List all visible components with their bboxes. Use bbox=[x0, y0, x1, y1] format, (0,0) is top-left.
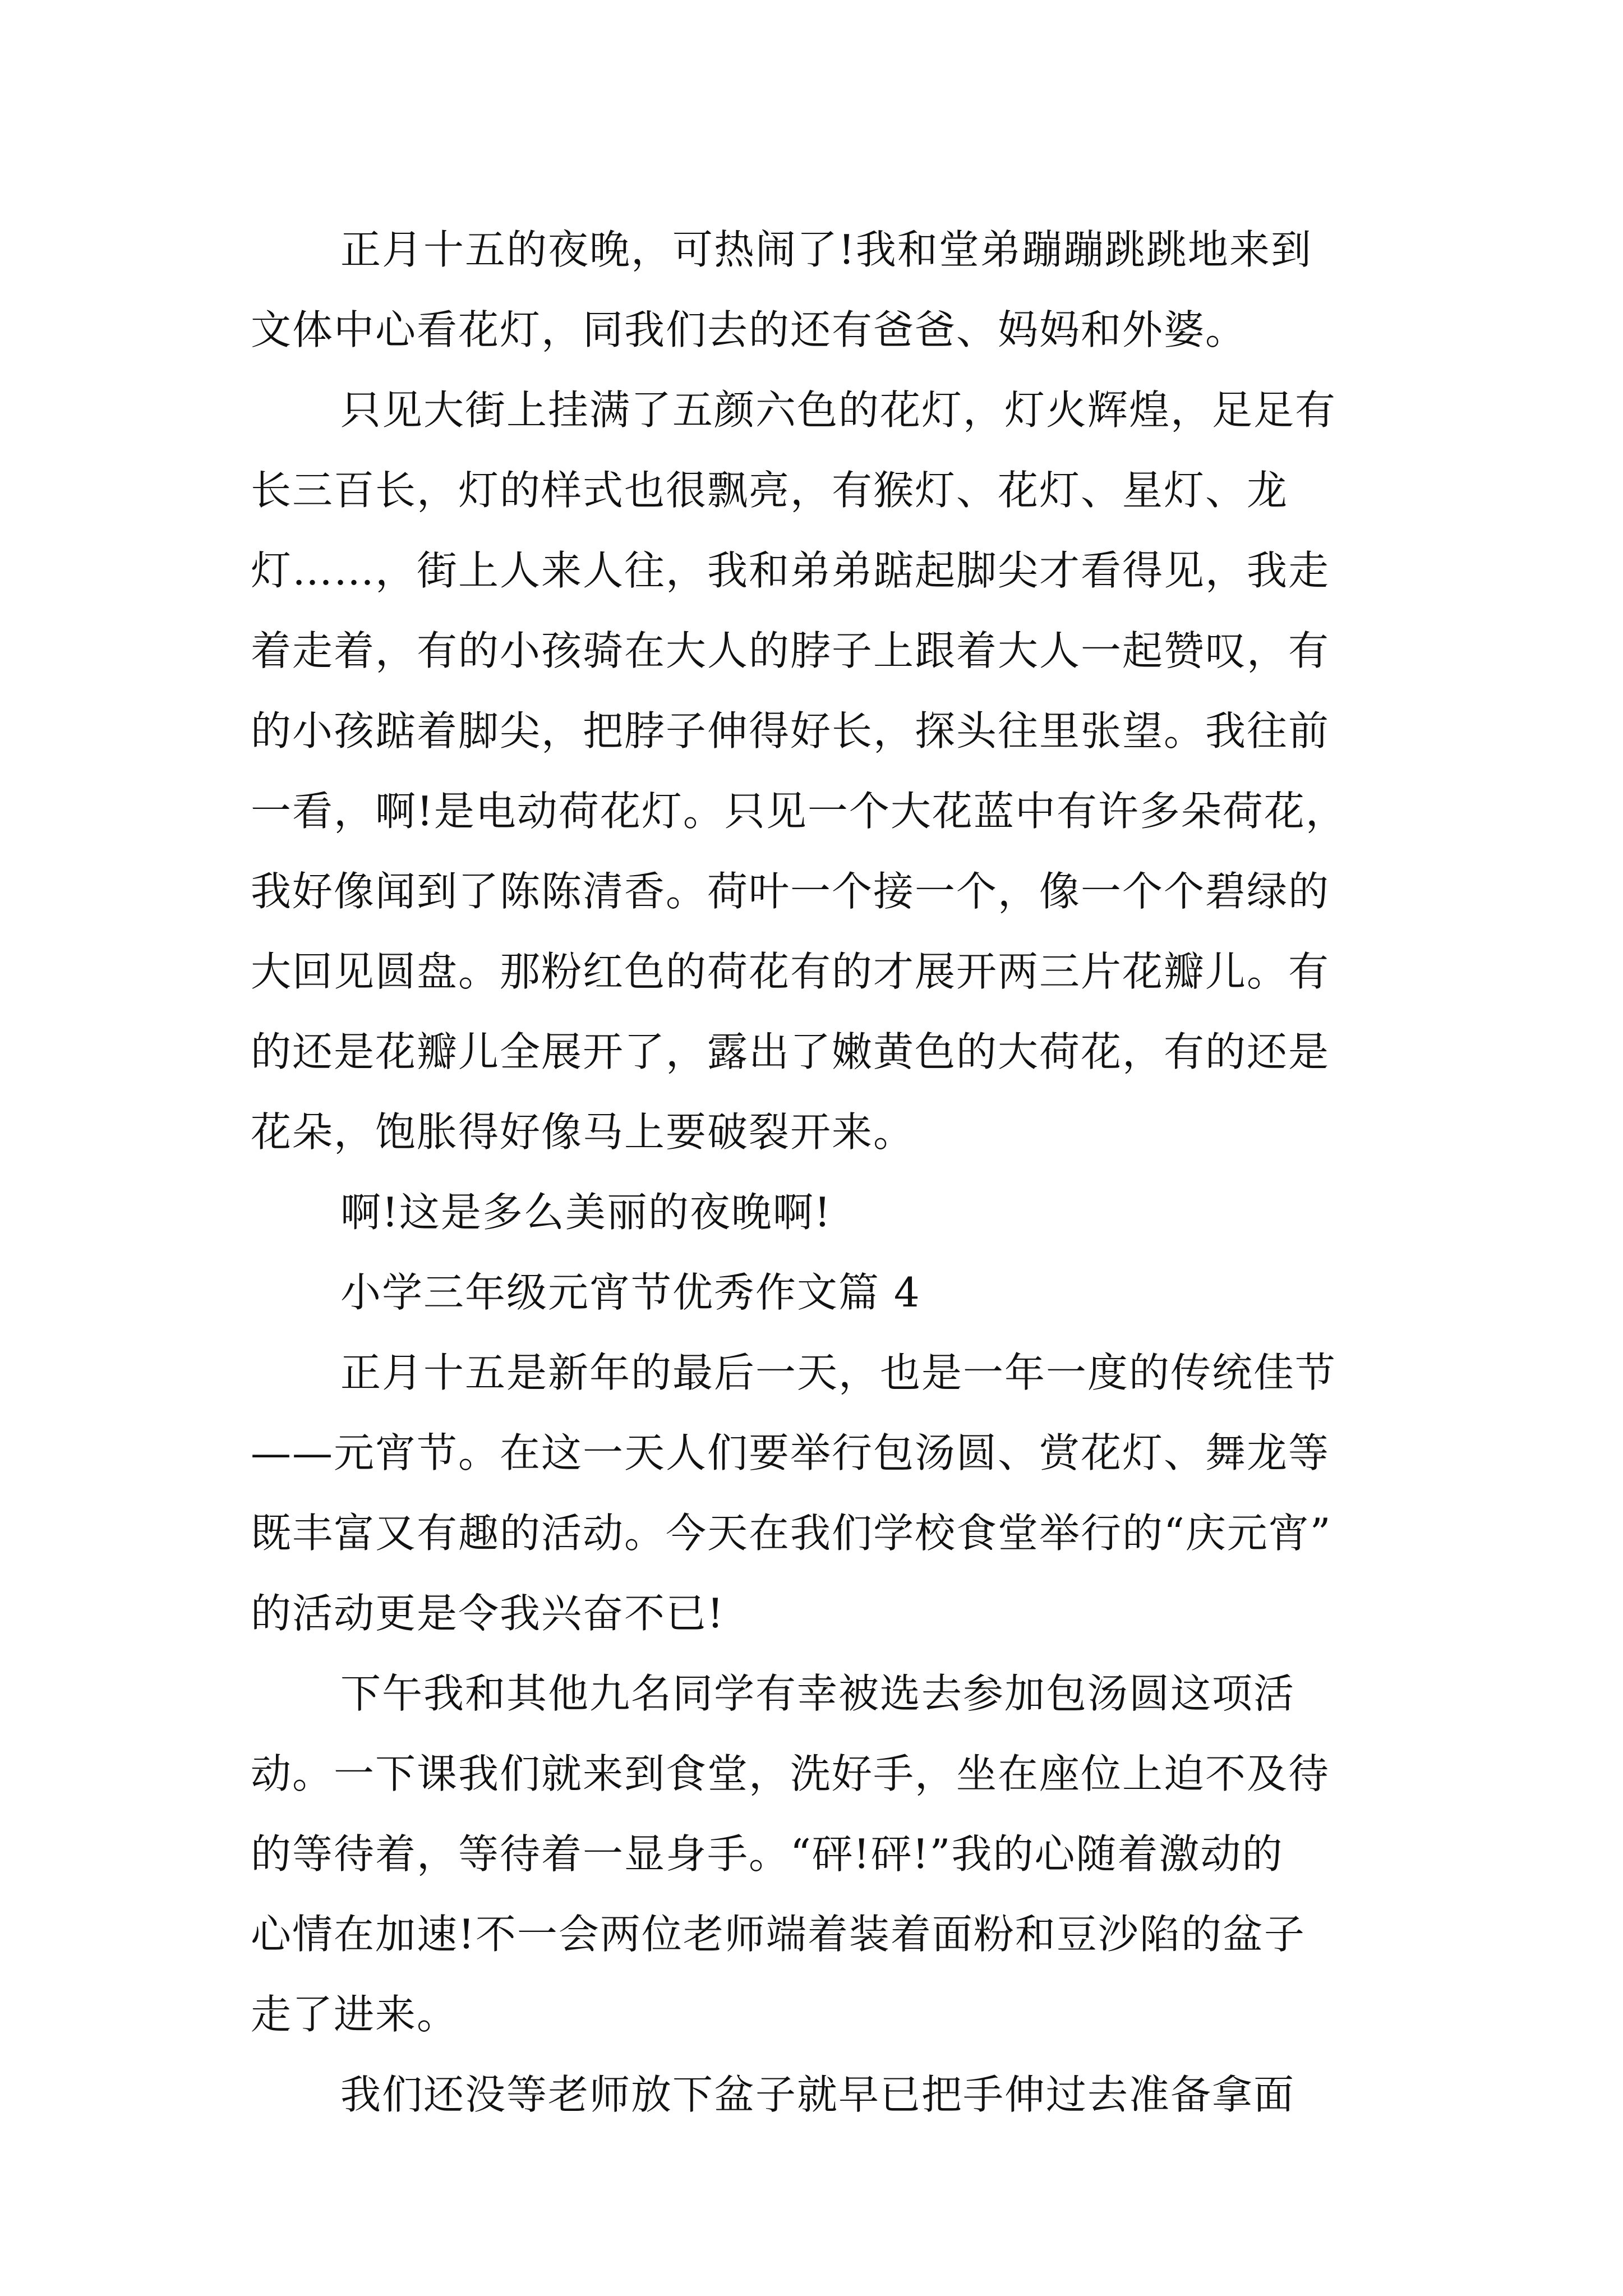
text-line: 正月十五的夜晚，可热闹了!我和堂弟蹦蹦跳跳地来到 bbox=[340, 226, 1312, 273]
text-line: 一看，啊!是电动荷花灯。只见一个大花蓝中有许多朵荷花， bbox=[251, 788, 1347, 835]
text-line: ——元宵节。在这一天人们要举行包汤圆、赏花灯、舞龙等 bbox=[251, 1429, 1330, 1476]
text-line: 小学三年级元宵节优秀作文篇 4 bbox=[340, 1269, 921, 1316]
text-line: 我们还没等老师放下盆子就早已把手伸过去准备拿面 bbox=[340, 2071, 1295, 2118]
text-line: 我好像闻到了陈陈清香。荷叶一个接一个，像一个个碧绿的 bbox=[251, 868, 1330, 915]
text-line: 灯……，街上人来人往，我和弟弟踮起脚尖才看得见，我走 bbox=[251, 547, 1330, 594]
text-line: 文体中心看花灯，同我们去的还有爸爸、妈妈和外婆。 bbox=[251, 306, 1247, 353]
text-line: 长三百长，灯的样式也很飘亮，有猴灯、花灯、星灯、龙 bbox=[251, 467, 1289, 514]
text-line: 的活动更是令我兴奋不已! bbox=[251, 1590, 725, 1637]
text-line: 正月十五是新年的最后一天，也是一年一度的传统佳节 bbox=[340, 1349, 1337, 1396]
text-line: 走了进来。 bbox=[251, 1991, 459, 2038]
text-line: 的小孩踮着脚尖，把脖子伸得好长，探头往里张望。我往前 bbox=[251, 707, 1330, 754]
text-line: 只见大街上挂满了五颜六色的花灯，灯火辉煌，足足有 bbox=[340, 386, 1337, 434]
text-line: 既丰富又有趣的活动。今天在我们学校食堂举行的“庆元宵” bbox=[251, 1510, 1332, 1557]
text-line: 着走着，有的小孩骑在大人的脖子上跟着大人一起赞叹，有 bbox=[251, 627, 1330, 674]
text-line: 的等待着，等待着一显身手。“砰!砰!”我的心随着激动的 bbox=[251, 1830, 1284, 1878]
document-body bbox=[251, 210, 1389, 2135]
text-line: 大回见圆盘。那粉红色的荷花有的才展开两三片花瓣儿。有 bbox=[251, 948, 1330, 995]
text-line: 啊!这是多么美丽的夜晚啊! bbox=[340, 1189, 832, 1236]
text-line: 下午我和其他九名同学有幸被选去参加包汤圆这项活 bbox=[340, 1670, 1295, 1717]
text-line: 的还是花瓣儿全展开了，露出了嫩黄色的大荷花，有的还是 bbox=[251, 1028, 1330, 1075]
text-line: 心情在加速!不一会两位老师端着装着面粉和豆沙陷的盆子 bbox=[251, 1911, 1306, 1958]
text-line: 花朵，饱胀得好像马上要破裂开来。 bbox=[251, 1108, 915, 1156]
text-line: 动。一下课我们就来到食堂，洗好手，坐在座位上迫不及待 bbox=[251, 1750, 1330, 1797]
